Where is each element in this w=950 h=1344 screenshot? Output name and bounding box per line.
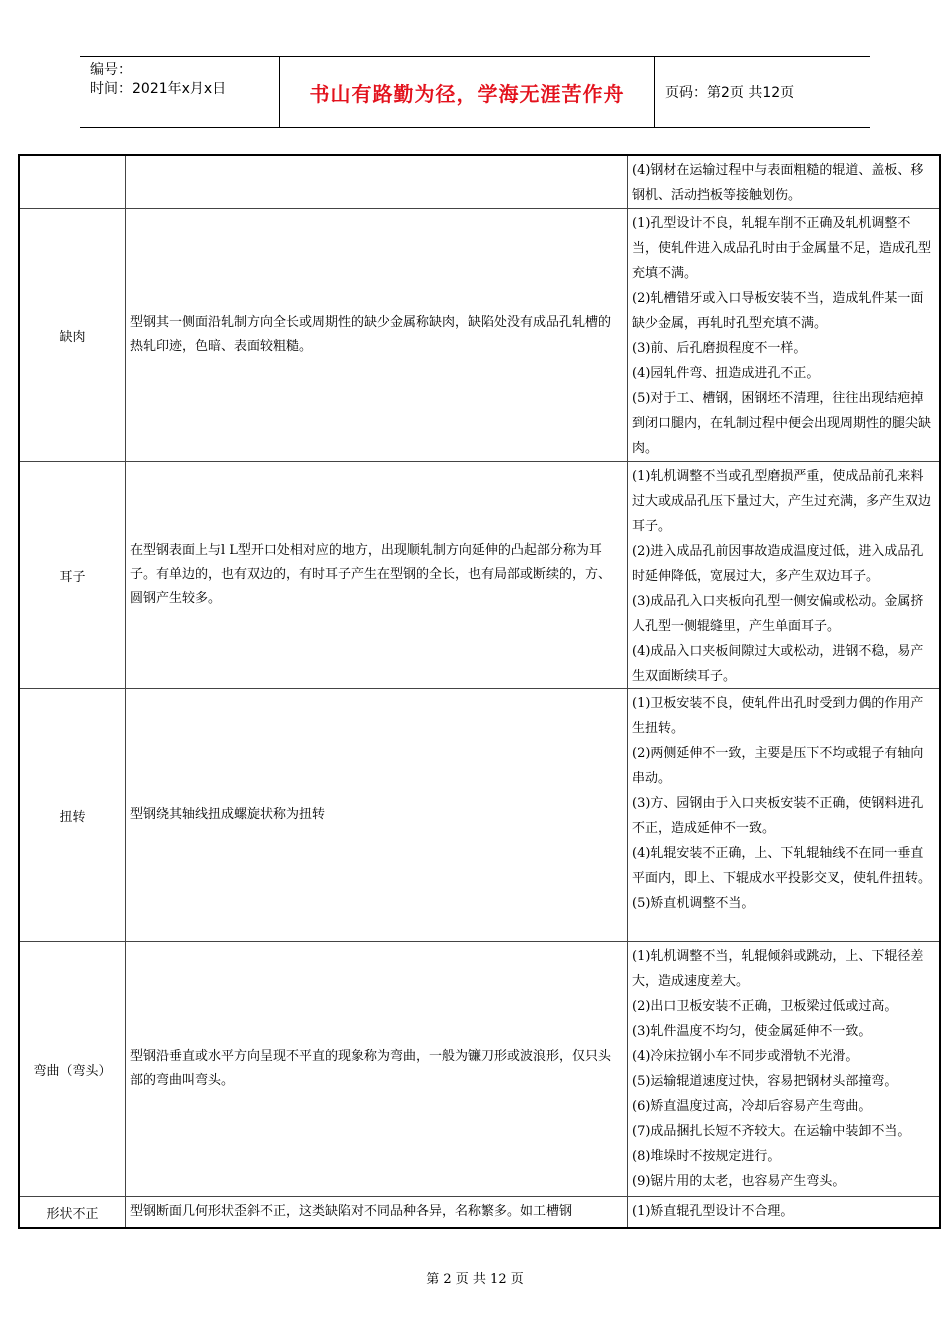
header-motto: 书山有路勤为径，学海无涯苦作舟 [280, 57, 655, 127]
cause-item: (3)成品孔入口夹板向孔型一侧安偏或松动。金属挤人孔型一侧辊缝里，产生单面耳子。 [632, 594, 924, 634]
page-header [80, 56, 870, 128]
defect-name: 形状不正 [20, 1197, 126, 1227]
defect-causes [628, 1197, 939, 1227]
table-row [20, 1197, 939, 1227]
cause-item: (8)堆垛时不按规定进行。 [632, 1149, 781, 1164]
defect-name [20, 156, 126, 208]
cause-item: (3)方、园钢由于入口夹板安装不正确，使钢料进孔不正，造成延伸不一致。 [632, 796, 924, 836]
cause-item: (5)对于工、槽钢，困钢坯不清理，往往出现结疤掉到闭口腿内，在轧制过程中便会出现周期性的腿尖缺肉。 [632, 391, 932, 456]
cause-item: (4)园轧件弯、扭造成进孔不正。 [632, 366, 820, 381]
defect-causes [628, 156, 939, 208]
defect-description: 在型钢表面上与l L型开口处相对应的地方，出现顺轧制方向延伸的凸起部分称为耳子。有单边的，也有双边的，有时耳子产生在型钢的全长，也有局部或断续的，方、圆钢产生较多。 [126, 462, 628, 688]
header-page-label: 页码：第2页 共12页 [665, 85, 795, 101]
cause-item: (9)锯片用的太老，也容易产生弯头。 [632, 1174, 846, 1189]
defect-causes [628, 462, 939, 688]
cause-item: (7)成品捆扎长短不齐较大。在运输中装卸不当。 [632, 1124, 911, 1139]
cause-item: (2)轧槽错牙或入口导板安装不当，造成轧件某一面缺少金属，再轧时孔型充填不满。 [632, 291, 924, 331]
defect-name: 耳子 [20, 462, 126, 688]
table-row [20, 156, 939, 209]
table-row [20, 689, 939, 942]
cause-item: (2)两侧延伸不一致，主要是压下不均或辊子有轴向串动。 [632, 746, 924, 786]
table-row [20, 209, 939, 462]
number-label: 编号： [90, 62, 132, 78]
defect-causes [628, 209, 939, 461]
cause-item: (2)出口卫板安装不正确，卫板梁过低或过高。 [632, 999, 898, 1014]
cause-item: (4)冷床拉钢小车不同步或滑轨不光滑。 [632, 1049, 859, 1064]
defect-description: 型钢断面几何形状歪斜不正，这类缺陷对不同品种各异，名称繁多。如工槽钢 [126, 1197, 628, 1227]
defect-description: 型钢绕其轴线扭成螺旋状称为扭转 [126, 689, 628, 941]
cause-item: (1)卫板安装不良，使轧件出孔时受到力偶的作用产生扭转。 [632, 696, 924, 736]
cause-item: (1)矫直辊孔型设计不合理。 [632, 1204, 794, 1219]
defect-table [18, 154, 941, 1229]
defect-name: 扭转 [20, 689, 126, 941]
table-row [20, 942, 939, 1197]
header-meta [80, 57, 280, 127]
cause-item: (1)孔型设计不良，轧辊车削不正确及轧机调整不当，使轧件进入成品孔时由于金属量不足，造成孔型充填不满。 [632, 216, 932, 281]
defect-description [126, 156, 628, 208]
cause-item: (4)成品入口夹板间隙过大或松动，进钢不稳，易产生双面断续耳子。 [632, 644, 924, 684]
cause-item: (2)进入成品孔前因事故造成温度过低，进入成品孔时延伸降低，宽展过大，多产生双边耳子。 [632, 544, 924, 584]
cause-item: (4)轧辊安装不正确，上、下轧辊轴线不在同一垂直平面内，即上、下辊成水平投影交叉，使轧件扭转。 [632, 846, 932, 886]
defect-causes [628, 942, 939, 1196]
defect-name: 缺肉 [20, 209, 126, 461]
cause-item: (1)轧机调整不当，轧辊倾斜或跳动，上、下辊径差大，造成速度差大。 [632, 949, 924, 989]
cause-item: (5)矫直机调整不当。 [632, 896, 755, 911]
cause-item: (4)钢材在运输过程中与表面粗糙的辊道、盖板、移钢机、活动挡板等接触划伤。 [632, 163, 924, 203]
cause-item: (5)运输辊道速度过快，容易把钢材头部撞弯。 [632, 1074, 898, 1089]
cause-item: (3)轧件温度不均匀，使金属延伸不一致。 [632, 1024, 872, 1039]
defect-causes [628, 689, 939, 941]
cause-item: (3)前、后孔磨损程度不一样。 [632, 341, 807, 356]
time-label: 时间：2021年x月x日 [90, 81, 227, 97]
table-row [20, 462, 939, 689]
cause-item: (6)矫直温度过高，冷却后容易产生弯曲。 [632, 1099, 872, 1114]
page-footer: 第 2 页 共 12 页 [426, 1272, 524, 1287]
cause-item: (1)轧机调整不当或孔型磨损严重，使成品前孔来料过大或成品孔压下量过大，产生过充满，多产生双边耳子。 [632, 469, 932, 534]
defect-description: 型钢沿垂直或水平方向呈现不平直的现象称为弯曲，一般为镰刀形或波浪形，仅只头部的弯曲叫弯头。 [126, 942, 628, 1196]
defect-description: 型钢其一侧面沿轧制方向全长或周期性的缺少金属称缺肉，缺陷处没有成品孔轧槽的热轧印迹，色暗、表面较粗糙。 [126, 209, 628, 461]
defect-name: 弯曲（弯头） [20, 942, 126, 1196]
